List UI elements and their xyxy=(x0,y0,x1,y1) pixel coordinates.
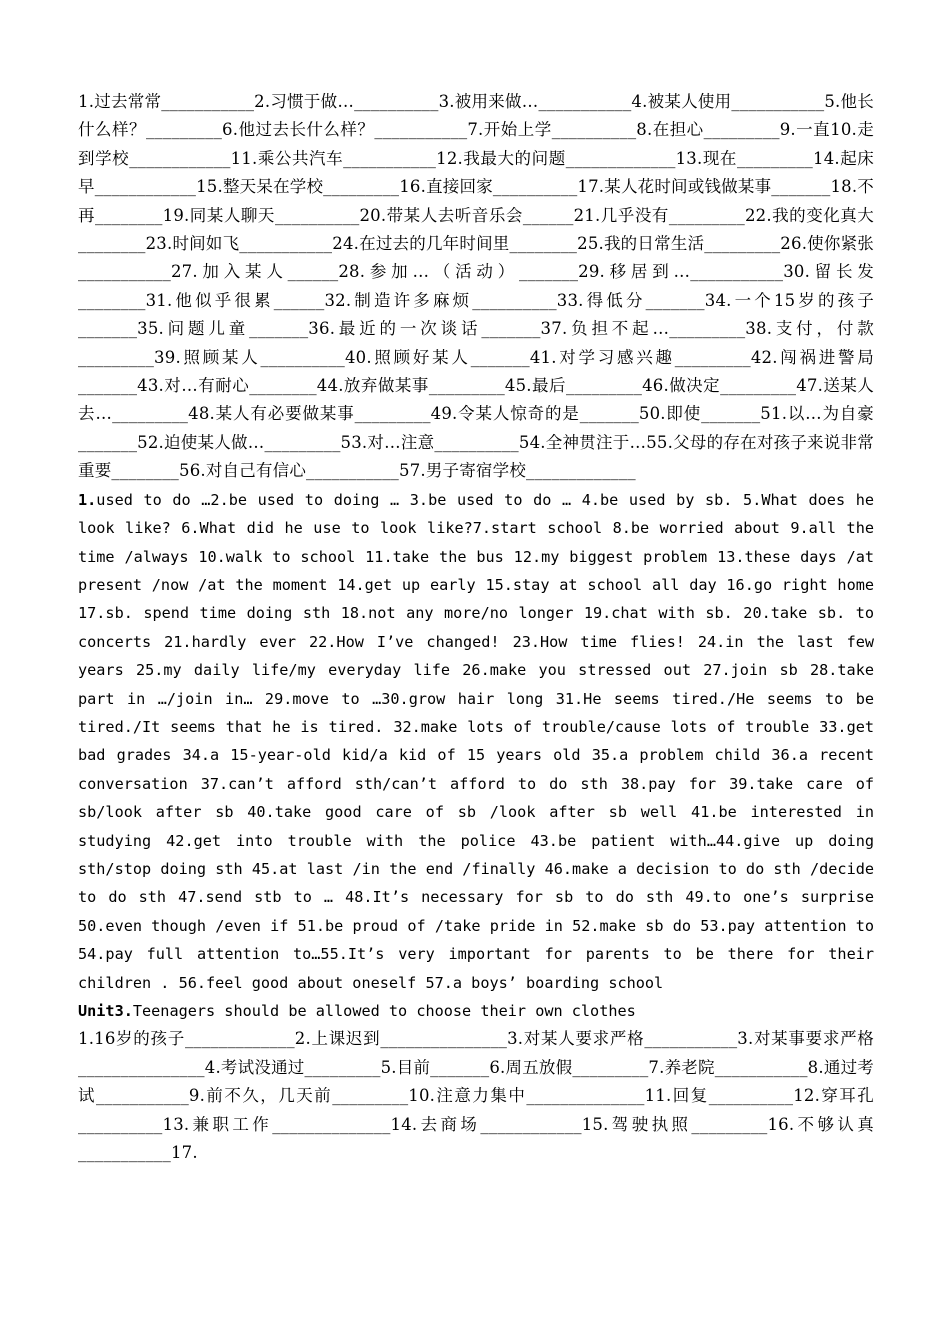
worksheet-page xyxy=(78,88,874,1167)
unit-title: Teenagers should be allowed to choose their own clothes xyxy=(132,1002,636,1020)
answer-key-lead: 1. xyxy=(78,490,97,509)
unit3-fill-in-exercise: 1.16岁的孩子_____________2.上课迟到_______________3.对某人要求严格___________3.对某事要求严格_______________4.考试没通过_________5.目前_______6.周五放假_________7.养老院___________8.通过考试___________9.前不久，几天前_________10.注意力集中______________11.回复__________12.穿耳孔__________13.兼职工作______________14.去商场____________15.驾驶执照_________16.不够认真___________17. xyxy=(78,1029,874,1163)
chinese-fill-in-exercise: 1.过去常常___________2.习惯于做…__________3.被用来做…___________4.被某人使用___________5.他长什么样？_________6.他过去长什么样？___________7.开始上学__________8.在担心_________9.一直10.走到学校____________11.乘公共汽车___________12.我最大的问题_____________13.现在_________14.起床早____________15.整天呆在学校_________16.直接回家__________17.某人花时间或钱做某事_______18.不再________19.同某人聊天__________20.带某人去听音乐会______21.几乎没有_________22.我的变化真大________23.时间如飞___________24.在过去的几年时间里________25.我的日常生活_________26.使你紧张___________27.加入某人______28.参加…（活动）_______29.移居到…___________30.留长发________31.他似乎很累______32.制造许多麻烦__________33.得低分_______34.一个15岁的孩子_______35.问题儿童_______36.最近的一次谈话_______37.负担不起…_________38.支付，付款_________39.照顾某人__________40.照顾好某人_______41.对学习感兴趣_________42.闯祸进警局_______43.对…有耐心________44.放弃做某事_________45.最后_________46.做决定_________47.送某人去…_________48.某人有必要做某事_________49.令某人惊奇的是_______50.即使_______51.以…为自豪_______52.迫使某人做…_________53.对…注意__________54.全神贯注于…55.父母的存在对孩子来说非常重要________56.对自己有信心___________57.男子寄宿学校_____________ xyxy=(78,92,874,481)
unit-label: Unit3. xyxy=(78,1002,133,1020)
answer-key xyxy=(78,486,874,997)
answer-key-text: used to do …2.be used to doing … 3.be used to do … 4.be used by sb. 5.What does he look like? 6.What did he use to look like?7.start school 8.be worried about 9.all the time /always 10.walk to school 11.take the bus 12.my biggest problem 13.these days /at present /now /at the moment 14.get up early 15.stay at school all day 16.go right home 17.sb. spend time doing sth 18.not any more/no longer 19.chat with sb. 20.take sb. to concerts 21.hardly ever 22.How I’ve changed! 23.How time flies! 24.in the last few years 25.my daily life/my everyday life 26.make you stressed out 27.join sb 28.take part in …/join in… 29.move to …30.grow hair long 31.He seems tired./He seems to be tired./It seems that he is tired. 32.make lots of trouble/cause lots of trouble 33.get bad grades 34.a 15-year-old kid/a kid of 15 years old 35.a problem child 36.a recent conversation 37.can’t afford sth/can’t afford to do sth 38.pay for 39.take care of sb/look after sb 40.take good care of sb /look after sb well 41.be interested in studying 42.get into trouble with the police 43.be patient with…44.give up doing sth/stop doing sth 45.at last /in the end /finally 46.make a decision to do sth /decide to do sth 47.send stb to … 48.It’s necessary for sb to do sth 49.to one’s surprise 50.even though /even if 51.be proud of /take pride in 52.make sb do 53.pay attention to 54.pay full attention to…55.It’s very important for parents to be there for their children . 56.feel good about oneself 57.a boys’ boarding school xyxy=(78,490,874,992)
unit-heading xyxy=(78,997,874,1025)
